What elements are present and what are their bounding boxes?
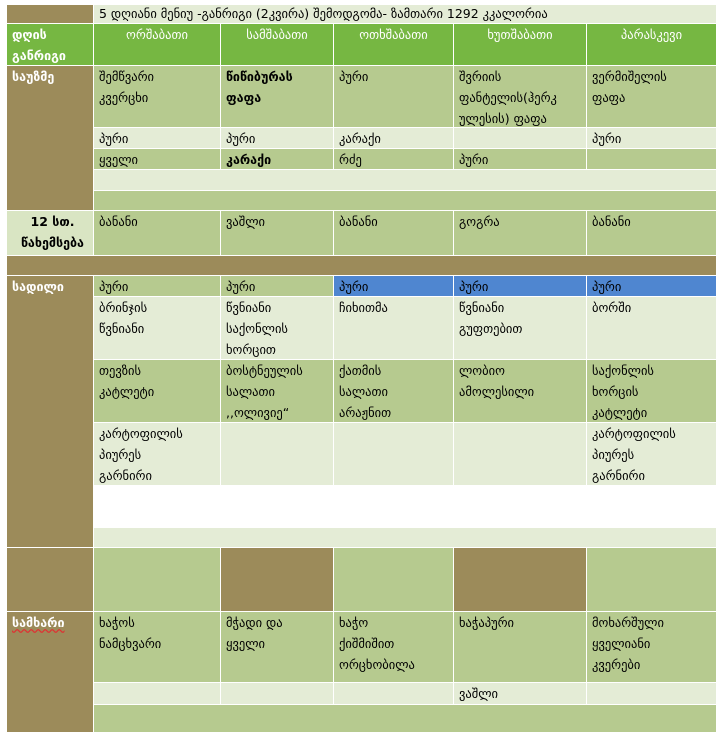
dinner-item: ხაჭაპური [459,615,515,630]
lunch-cell [221,276,334,297]
breakfast-item: პური [99,131,129,146]
snack-cell [454,211,587,256]
lunch-item: პური [339,279,369,294]
dinner-cell [221,612,334,683]
breakfast-cell [221,128,334,149]
lunch-cell [454,360,587,423]
lunch-cell [334,423,454,486]
lunch-item: ბრინჯის წვნიანი [99,300,148,336]
dinner-item: ხაჭო ქიშმიშით ორცხობილა [339,615,415,672]
snack-label-text: 12 სთ. წახემსება [21,214,84,250]
lunch-cell [94,360,221,423]
header-day-label: სამშაბათი [246,27,308,42]
header-corner-text: დღის განრიგი [12,27,66,63]
lunch-item: საქონლის ხორცის კატლეტი [592,363,654,420]
empty-row [94,170,717,191]
breakfast-item: რძე [339,152,362,167]
breakfast-item: ყველი [99,152,139,167]
empty-row [94,191,717,211]
header-day-2 [334,24,454,66]
header-day-label: ორშაბათი [126,27,188,42]
lunch-item: პური [226,279,256,294]
lunch-cell [221,297,334,360]
separator-block [94,548,221,612]
lunch-item: პური [592,279,622,294]
header-corner [7,24,94,66]
breakfast-item: შემწვარი კვერცხი [99,69,154,105]
lunch-label-text: სადილი [12,279,64,294]
empty-row [94,528,717,548]
header-day-1 [221,24,334,66]
snack-cell [334,211,454,256]
empty-row [94,486,717,528]
snack-cell [587,211,717,256]
breakfast-cell [587,66,717,128]
header-day-3 [454,24,587,66]
dinner-cell [334,612,454,683]
breakfast-cell [454,66,587,128]
snack-cell [221,211,334,256]
lunch-cell [454,297,587,360]
snack-item: ვაშლი [226,214,266,229]
breakfast-cell [587,149,717,170]
separator-block [7,548,94,612]
lunch-item: თევზის კატლეტი [99,363,155,399]
lunch-cell-selected [334,276,454,297]
breakfast-cell [221,149,334,170]
lunch-cell [587,297,717,360]
lunch-item: ლობიო ამოლესილი [459,363,535,399]
header-day-0 [94,24,221,66]
lunch-cell [94,423,221,486]
lunch-item: წვნიანი საქონლის ხორცით [226,300,288,357]
breakfast-cell [334,128,454,149]
lunch-item: წვნიანი გუფთებით [459,300,523,336]
separator-row [7,256,717,276]
lunch-item: ბორში [592,300,632,315]
snack-item: გოგრა [459,214,500,229]
breakfast-item: შვრიის ფანტელის(ჰერკ ულესის) ფაფა [459,69,557,126]
snack-item: ბანანი [99,214,138,229]
lunch-cell [454,423,587,486]
breakfast-cell [94,66,221,128]
dinner-item: მჭადი და ყველი [226,615,283,651]
dinner-cell [587,683,717,705]
dinner-cell [334,683,454,705]
dinner-label-text: სამხარი [12,615,65,630]
snack-item: ბანანი [339,214,378,229]
lunch-cell [221,360,334,423]
lunch-item: ჩიხითმა [339,300,388,315]
dinner-cell [94,683,221,705]
lunch-cell [334,297,454,360]
dinner-item: ხაჭოს ნამცხვარი [99,615,162,651]
lunch-item: ქათმის სალათი არაჟნით [339,363,392,420]
breakfast-label [7,66,94,211]
dinner-label [7,612,94,733]
breakfast-item: პური [592,131,622,146]
breakfast-item: ვერმიშელის ფაფა [592,69,667,105]
header-day-4 [587,24,717,66]
lunch-item: კარტოფილის პიურეს გარნირი [592,426,676,483]
dinner-item: ვაშლი [459,686,499,701]
lunch-cell [94,297,221,360]
title-label-cell [7,5,94,24]
lunch-label [7,276,94,548]
breakfast-label-text: საუზმე [12,69,55,84]
snack-item: ბანანი [592,214,631,229]
breakfast-item: პური [339,69,369,84]
breakfast-cell [94,128,221,149]
separator-block [454,548,587,612]
breakfast-cell [454,128,587,149]
dinner-cell [94,612,221,683]
breakfast-cell [454,149,587,170]
dinner-cell [221,683,334,705]
lunch-item: პური [459,279,489,294]
header-day-label: პარასკევი [620,27,683,42]
header-day-label: ხუთშაბათი [487,27,553,42]
page-edge [717,0,725,733]
breakfast-item: პური [226,131,256,146]
lunch-cell [587,360,717,423]
dinner-cell [587,612,717,683]
lunch-cell [334,360,454,423]
empty-row [94,705,717,733]
dinner-item: მოხარშული ყველიანი კვერები [592,615,664,672]
breakfast-item: კარაქი [339,131,381,146]
breakfast-cell [334,66,454,128]
lunch-cell-selected [587,276,717,297]
lunch-cell [587,423,717,486]
lunch-item: ბოსტნეულის სალათი ,,ოლივიე“ [226,363,303,420]
breakfast-cell [587,128,717,149]
menu-title-text: 5 დღიანი მენიუ -განრიგი (2კვირა) შემოდგომა- ზამთარი 1292 კკალორია [99,6,548,21]
lunch-cell [94,276,221,297]
separator-block [334,548,454,612]
breakfast-cell [334,149,454,170]
dinner-cell [454,683,587,705]
snack-cell [94,211,221,256]
lunch-cell [221,423,334,486]
lunch-item: კარტოფილის პიურეს გარნირი [99,426,183,483]
separator-block [221,548,334,612]
dinner-cell [454,612,587,683]
lunch-cell-selected [454,276,587,297]
breakfast-item: პური [459,152,489,167]
breakfast-cell [94,149,221,170]
breakfast-item: კარაქი [226,152,272,167]
breakfast-item: წიწიბურას ფაფა [226,69,293,105]
lunch-item: პური [99,279,129,294]
snack-label [7,211,94,256]
breakfast-cell [221,66,334,128]
header-day-label: ოთხშაბათი [359,27,428,42]
separator-block [587,548,717,612]
menu-title [94,5,717,24]
